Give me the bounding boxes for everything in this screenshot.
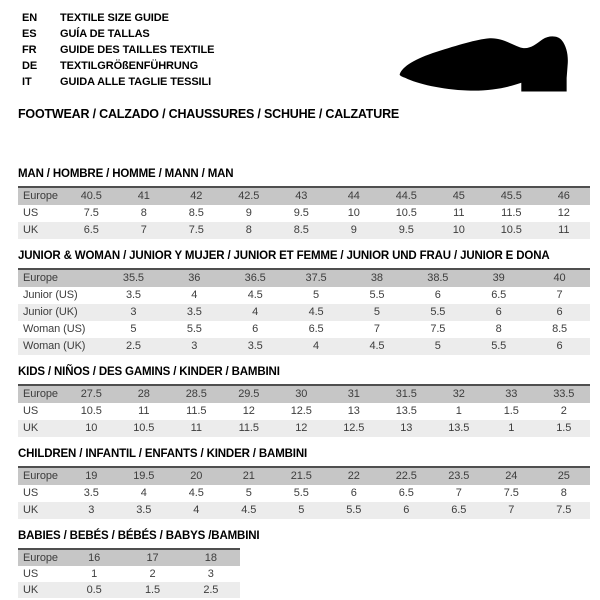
size-value-cell: 11: [453, 207, 465, 219]
size-value-cell: 2: [149, 568, 156, 580]
table-title-babies: BABIES / BEBÉS / BÉBÉS / BABYS /BAMBINI: [18, 530, 260, 542]
size-value-cell: 44: [347, 190, 360, 202]
size-value-cell: 5: [130, 323, 137, 335]
size-value-cell: 10.5: [80, 405, 102, 417]
table-row: [18, 205, 590, 222]
language-code: FR: [22, 44, 37, 56]
size-value-cell: 3: [88, 504, 95, 516]
size-value-cell: 31: [347, 388, 360, 400]
size-value-cell: 27.5: [80, 388, 102, 400]
size-value-cell: 46: [557, 190, 570, 202]
size-value-cell: 3.5: [247, 340, 263, 352]
language-code: IT: [22, 76, 32, 88]
size-value-cell: 17: [146, 552, 159, 564]
row-label-cell: Junior (US): [23, 289, 78, 301]
size-value-cell: 23.5: [448, 470, 470, 482]
table-row: [18, 403, 590, 420]
size-value-cell: 6.5: [451, 504, 467, 516]
row-label-cell: Europe: [23, 272, 58, 284]
size-value-cell: 22: [347, 470, 360, 482]
size-value-cell: 12.5: [343, 422, 365, 434]
table-row: [18, 386, 590, 403]
size-value-cell: 11: [190, 422, 202, 434]
language-title: TEXTILE SIZE GUIDE: [60, 12, 169, 24]
size-value-cell: 25: [557, 470, 570, 482]
language-row-fr: [22, 42, 214, 58]
row-label-cell: Europe: [23, 552, 58, 564]
size-value-cell: 6: [434, 289, 441, 301]
size-value-cell: 37.5: [305, 272, 327, 284]
table-title-junior-woman: JUNIOR & WOMAN / JUNIOR Y MUJER / JUNIOR ET FEMME / JUNIOR UND FRAU / JUNIOR E DONA: [18, 250, 550, 262]
size-value-cell: 5: [298, 504, 305, 516]
table-row: [18, 222, 590, 239]
size-value-cell: 8.5: [188, 207, 204, 219]
size-value-cell: 40: [553, 272, 566, 284]
size-value-cell: 12: [295, 422, 308, 434]
size-value-cell: 28: [137, 388, 150, 400]
size-value-cell: 24: [505, 470, 518, 482]
size-value-cell: 7: [508, 504, 515, 516]
size-value-cell: 5.5: [346, 504, 362, 516]
table-section-kids: [18, 365, 590, 437]
size-value-cell: 2.5: [203, 584, 219, 596]
size-value-cell: 43: [295, 190, 308, 202]
size-value-cell: 13: [347, 405, 360, 417]
row-label-cell: UK: [23, 224, 39, 236]
size-value-cell: 1.5: [144, 584, 160, 596]
table-row: [18, 338, 590, 355]
size-value-cell: 22.5: [395, 470, 417, 482]
size-value-cell: 11: [138, 405, 150, 417]
size-value-cell: 6: [556, 306, 563, 318]
size-value-cell: 10.5: [133, 422, 155, 434]
size-value-cell: 0.5: [86, 584, 102, 596]
language-title-list: [22, 10, 214, 90]
size-value-cell: 41: [137, 190, 150, 202]
size-value-cell: 45: [452, 190, 465, 202]
size-value-cell: 4.5: [188, 487, 204, 499]
size-value-cell: 21.5: [290, 470, 312, 482]
language-code: EN: [22, 12, 38, 24]
size-value-cell: 36.5: [244, 272, 266, 284]
size-value-cell: 7.5: [556, 504, 572, 516]
table-title-man: MAN / HOMBRE / HOMME / MANN / MAN: [18, 168, 234, 180]
size-value-cell: 13: [400, 422, 413, 434]
size-value-cell: 1.5: [503, 405, 519, 417]
table-section-junior-woman: [18, 249, 590, 355]
size-value-cell: 6: [252, 323, 259, 335]
size-value-cell: 6.5: [491, 289, 507, 301]
size-value-cell: 4: [193, 504, 200, 516]
size-value-cell: 3: [191, 340, 198, 352]
size-value-cell: 3.5: [186, 306, 202, 318]
table-section-babies: [18, 529, 590, 598]
table-title-children: CHILDREN / INFANTIL / ENFANTS / KINDER / BAMBINI: [18, 448, 308, 460]
size-value-cell: 5.5: [369, 289, 385, 301]
language-row-it: [22, 74, 214, 90]
language-code: ES: [22, 28, 37, 40]
size-value-cell: 11: [558, 224, 570, 236]
row-label-cell: UK: [23, 504, 39, 516]
size-value-cell: 9: [350, 224, 357, 236]
size-value-cell: 33.5: [553, 388, 575, 400]
size-value-cell: 6: [403, 504, 410, 516]
size-value-cell: 32: [452, 388, 465, 400]
row-label-cell: UK: [23, 422, 39, 434]
table-row: [18, 468, 590, 485]
row-label-cell: US: [23, 207, 39, 219]
size-value-cell: 40.5: [80, 190, 102, 202]
row-label-cell: Woman (US): [23, 323, 86, 335]
size-value-cell: 10.5: [395, 207, 417, 219]
row-label-cell: Woman (UK): [23, 340, 86, 352]
size-value-cell: 7: [455, 487, 462, 499]
size-value-cell: 3.5: [83, 487, 99, 499]
size-value-cell: 7.5: [430, 323, 446, 335]
size-value-cell: 12.5: [290, 405, 312, 417]
size-value-cell: 1: [91, 568, 98, 580]
table-row: [18, 304, 590, 321]
size-value-cell: 19: [85, 470, 98, 482]
size-value-cell: 7.5: [503, 487, 519, 499]
table-row: [18, 566, 240, 582]
size-value-cell: 9: [245, 207, 252, 219]
size-value-cell: 5: [373, 306, 380, 318]
size-value-cell: 4.5: [369, 340, 385, 352]
size-value-cell: 10: [347, 207, 360, 219]
size-value-cell: 21: [242, 470, 255, 482]
size-value-cell: 5.5: [293, 487, 309, 499]
size-value-cell: 5: [434, 340, 441, 352]
size-value-cell: 33: [505, 388, 518, 400]
size-value-cell: 3: [130, 306, 137, 318]
size-value-cell: 8: [560, 487, 567, 499]
table-row: [18, 188, 590, 205]
size-value-cell: 4: [313, 340, 320, 352]
size-value-cell: 1: [508, 422, 515, 434]
table-section-man: [18, 167, 590, 239]
size-value-cell: 45.5: [500, 190, 522, 202]
size-value-cell: 13.5: [395, 405, 417, 417]
size-value-cell: 6: [350, 487, 357, 499]
size-value-cell: 12: [242, 405, 255, 417]
table-row: [18, 485, 590, 502]
size-value-cell: 20: [190, 470, 203, 482]
size-value-cell: 42: [190, 190, 203, 202]
size-value-cell: 8: [495, 323, 502, 335]
size-value-cell: 7: [373, 323, 380, 335]
size-value-cell: 30: [295, 388, 308, 400]
table-row: [18, 270, 590, 287]
size-table-kids: [18, 384, 590, 437]
size-value-cell: 11.5: [186, 405, 207, 417]
size-value-cell: 4.5: [241, 504, 257, 516]
size-value-cell: 7.5: [188, 224, 204, 236]
size-value-cell: 4: [252, 306, 259, 318]
size-value-cell: 8: [140, 207, 147, 219]
size-value-cell: 38: [370, 272, 383, 284]
row-label-cell: US: [23, 568, 39, 580]
size-value-cell: 5.5: [430, 306, 446, 318]
size-value-cell: 4.5: [247, 289, 263, 301]
row-label-cell: US: [23, 487, 39, 499]
size-table-man: [18, 186, 590, 239]
category-heading: FOOTWEAR / CALZADO / CHAUSSURES / SCHUHE / CALZATURE: [18, 107, 400, 121]
row-label-cell: Europe: [23, 190, 58, 202]
language-code: DE: [22, 60, 38, 72]
size-value-cell: 19.5: [133, 470, 155, 482]
size-value-cell: 5: [313, 289, 320, 301]
size-value-cell: 2: [560, 405, 567, 417]
size-value-cell: 5.5: [186, 323, 202, 335]
table-row: [18, 287, 590, 304]
size-value-cell: 7: [556, 289, 563, 301]
size-value-cell: 38.5: [427, 272, 449, 284]
size-value-cell: 6: [556, 340, 563, 352]
size-value-cell: 9.5: [398, 224, 414, 236]
language-title: GUIDA ALLE TAGLIE TESSILI: [60, 76, 212, 88]
size-value-cell: 6.5: [398, 487, 414, 499]
size-table-junior-woman: [18, 268, 590, 355]
size-value-cell: 10.5: [500, 224, 522, 236]
size-value-cell: 42.5: [238, 190, 260, 202]
language-row-es: [22, 26, 214, 42]
table-title-kids: KIDS / NIÑOS / DES GAMINS / KINDER / BAMBINI: [18, 366, 280, 378]
size-value-cell: 9.5: [293, 207, 309, 219]
size-value-cell: 10: [85, 422, 98, 434]
row-label-cell: Junior (UK): [23, 306, 78, 318]
language-title: GUIDE DES TAILLES TEXTILE: [60, 44, 215, 56]
table-row: [18, 321, 590, 338]
size-value-cell: 1: [455, 405, 462, 417]
size-value-cell: 6: [495, 306, 502, 318]
table-row: [18, 420, 590, 437]
language-row-de: [22, 58, 214, 74]
size-value-cell: 18: [204, 552, 217, 564]
size-value-cell: 29.5: [238, 388, 260, 400]
dress-shoe-icon: [392, 22, 585, 104]
size-value-cell: 3: [207, 568, 214, 580]
size-value-cell: 36: [188, 272, 201, 284]
language-row-en: [22, 10, 214, 26]
size-value-cell: 3.5: [125, 289, 141, 301]
size-table-babies: [18, 548, 240, 598]
size-value-cell: 11.5: [501, 207, 522, 219]
size-value-cell: 11.5: [238, 422, 259, 434]
row-label-cell: Europe: [23, 388, 58, 400]
size-value-cell: 4: [191, 289, 198, 301]
size-value-cell: 8.5: [293, 224, 309, 236]
language-title: GUÍA DE TALLAS: [60, 28, 150, 40]
language-title: TEXTILGRÖßENFÜHRUNG: [60, 60, 199, 72]
row-label-cell: US: [23, 405, 39, 417]
size-value-cell: 8.5: [552, 323, 568, 335]
size-value-cell: 44.5: [395, 190, 417, 202]
row-label-cell: UK: [23, 584, 39, 596]
size-value-cell: 7.5: [83, 207, 99, 219]
size-value-cell: 12: [557, 207, 570, 219]
size-value-cell: 2.5: [125, 340, 141, 352]
size-value-cell: 10: [452, 224, 465, 236]
size-value-cell: 5.5: [491, 340, 507, 352]
size-value-cell: 39: [492, 272, 505, 284]
size-value-cell: 5: [245, 487, 252, 499]
size-value-cell: 13.5: [448, 422, 470, 434]
size-value-cell: 16: [88, 552, 101, 564]
table-row: [18, 582, 240, 598]
size-tables-area: [18, 167, 590, 600]
size-value-cell: 4: [140, 487, 147, 499]
size-value-cell: 31.5: [395, 388, 417, 400]
size-value-cell: 6.5: [308, 323, 324, 335]
size-value-cell: 3.5: [136, 504, 152, 516]
size-value-cell: 4.5: [308, 306, 324, 318]
table-row: [18, 502, 590, 519]
table-row: [18, 550, 240, 566]
size-value-cell: 7: [140, 224, 147, 236]
size-value-cell: 28.5: [185, 388, 207, 400]
size-value-cell: 1.5: [556, 422, 572, 434]
table-section-children: [18, 447, 590, 519]
size-value-cell: 8: [245, 224, 252, 236]
size-table-children: [18, 466, 590, 519]
size-value-cell: 35.5: [122, 272, 144, 284]
size-value-cell: 6.5: [83, 224, 99, 236]
row-label-cell: Europe: [23, 470, 58, 482]
